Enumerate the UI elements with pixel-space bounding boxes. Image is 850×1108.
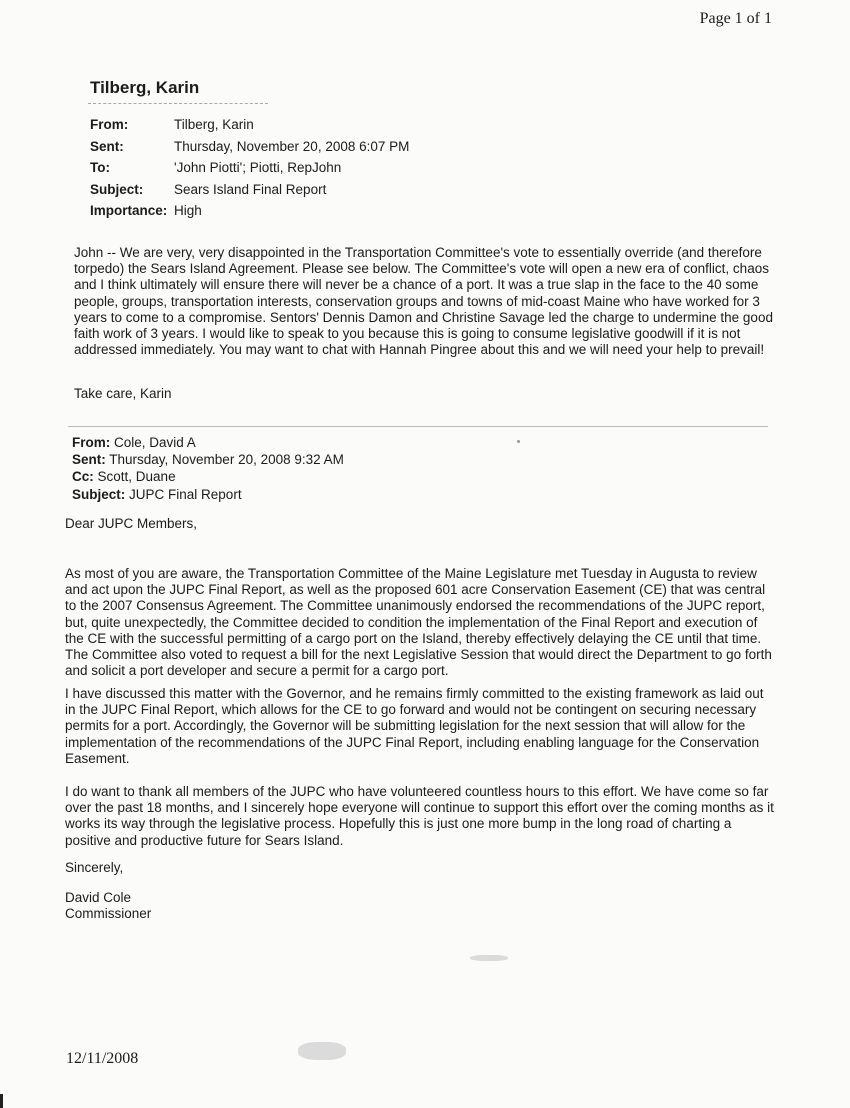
header-label: Sent: xyxy=(72,452,106,468)
email-body: John -- We are very, very disappointed in the Transportation Committee's vote to essentially override (and therefore torpedo) the Sears Island Agreement. Please see below. The Committee's vote will open a new era of conflict, chaos and I think ultimately will ensure there will never be a chance of a port. It was a true slap in the face to the 40 some people, groups, transportation interests, conservation groups and towns of mid-coast Maine who have worked for 3 years to come to a compromise. Sentors' Dennis Damon and Christine Savage led the charge to undermine the good faith work of 3 years. I would like to speak to you because this is going to consume legislative goodwill if it is not addressed immediately. You may want to chat with Hannah Pingree about this and we will need your help to prevail! xyxy=(74,245,773,358)
print-date: 12/11/2008 xyxy=(66,1050,139,1067)
fwd-from-line xyxy=(72,434,344,451)
letter-paragraph: I do want to thank all members of the JUPC who have volunteered countless hours to this effort. We have come so far over the past 18 months, and I sincerely hope everyone will continue to support this effort over the coming months as it works its way through the legislative process. Hopefully this is just one more bump in the long road of charting a positive and productive future for Sears Island. xyxy=(65,784,774,848)
header-label: Subject: xyxy=(90,181,144,197)
header-row-sent xyxy=(90,136,409,158)
header-label: Cc: xyxy=(72,469,94,485)
header-label: From: xyxy=(90,117,129,132)
signature-title: Commissioner xyxy=(65,906,152,921)
fwd-subject-line xyxy=(72,486,344,503)
header-label: Subject: xyxy=(72,486,126,502)
header-row-subject xyxy=(90,179,409,201)
heading-divider xyxy=(88,103,268,104)
scan-smudge xyxy=(470,955,508,961)
fwd-sent-line xyxy=(72,451,344,468)
header-value: 'John Piotti'; Piotti, RepJohn xyxy=(174,160,342,176)
header-value: Tilberg, Karin xyxy=(174,117,254,132)
header-value: Cole, David A xyxy=(114,435,196,450)
header-value: JUPC Final Report xyxy=(129,486,242,502)
signature-name: David Cole xyxy=(65,890,132,905)
header-label: Importance: xyxy=(90,203,168,219)
forward-divider xyxy=(68,426,768,427)
salutation: Dear JUPC Members, xyxy=(65,516,198,531)
header-value: High xyxy=(174,203,202,219)
letter-paragraph: I have discussed this matter with the Governor, and he remains firmly committed to the existing framework as laid out in the JUPC Final Report, which allows for the CE to go forward and would not be contingent on securing necessary permits for a port. Accordingly, the Governor will be submitting legislation for the next session that will allow for the implementation of the recommendations of the JUPC Final Report, including enabling language for the Conservation Easement. xyxy=(65,686,764,766)
header-value: Thursday, November 20, 2008 6:07 PM xyxy=(174,138,410,154)
header-row-from xyxy=(90,114,409,136)
letter-paragraph: As most of you are aware, the Transportation Committee of the Maine Legislature met Tuesday in Augusta to review and act upon the JUPC Final Report, as well as the proposed 601 acre Conservation Easement (CE) that was central to the 2007 Consensus Agreement. The Committee unanimously endorsed the recommendations of the JUPC report, but, quite unexpectedly, the Committee decided to condition the implementation of the Final Report and execution of the CE with the successful permitting of a cargo port on the Island, thereby effectively delaying the CE until that time. The Committee also voted to request a bill for the next Legislative Session that would direct the Department to go forth and solicit a port developer and secure a permit for a cargo port. xyxy=(65,566,772,679)
header-value: Thursday, November 20, 2008 9:32 AM xyxy=(109,452,344,468)
fwd-cc-line xyxy=(72,468,344,485)
page-number: Page 1 of 1 xyxy=(699,10,772,27)
scan-smudge xyxy=(298,1042,346,1060)
header-label: Sent: xyxy=(90,138,124,154)
header-label: To: xyxy=(90,160,110,176)
header-row-to xyxy=(90,157,409,179)
header-row-importance xyxy=(90,200,409,222)
forwarded-header xyxy=(72,434,344,503)
signoff: Sincerely, xyxy=(65,860,124,875)
header-value: Scott, Duane xyxy=(97,469,176,485)
email-header-table xyxy=(90,114,409,222)
header-label: From: xyxy=(72,435,111,450)
header-value: Sears Island Final Report xyxy=(174,181,327,197)
email-closing: Take care, Karin xyxy=(74,386,172,401)
scan-edge-mark xyxy=(0,1094,3,1108)
scan-speck xyxy=(517,440,520,443)
sender-name-heading: Tilberg, Karin xyxy=(90,78,200,97)
